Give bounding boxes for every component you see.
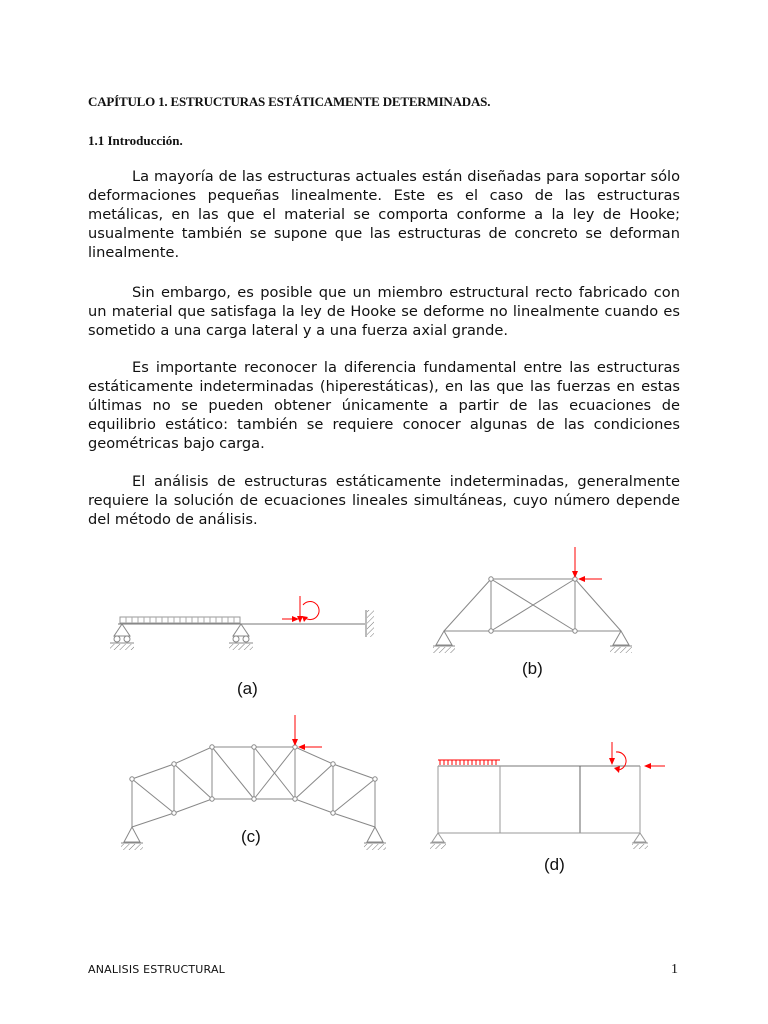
- chapter-title: CAPÍTULO 1. ESTRUCTURAS ESTÁTICAMENTE DETERMINADAS.: [88, 94, 491, 109]
- figure-a-loads: [282, 596, 319, 623]
- figure-c-label: (c): [241, 827, 261, 846]
- figure-d-label: (d): [544, 855, 565, 874]
- footer-title: ANALISIS ESTRUCTURAL: [88, 963, 226, 976]
- structural-figures: [0, 530, 768, 890]
- figure-a-beam: [110, 610, 374, 650]
- figure-d-loads: [609, 742, 665, 773]
- figure-d-distributed-load: [438, 760, 500, 765]
- paragraph-2: Sin embargo, es posible que un miembro estructural recto fabricado con un material que satisfaga la ley de Hooke se deforme no linealmente cuando es sometido a una carga lateral y a una fuerza axial grande.: [88, 284, 680, 339]
- figure-d-frame: [430, 766, 648, 849]
- section-title: 1.1 Introducción.: [88, 133, 183, 148]
- paragraph-3: Es importante reconocer la diferencia fundamental entre las estructuras estáticamente indeterminadas (hiperestáticas), en las que las fuerzas en estas últimas no se pueden obtener únicamente a partir de las ecuaciones de equilibrio estático: también se requiere conocer algunas de las condiciones geométricas bajo carga.: [88, 359, 680, 452]
- paragraph-4: El análisis de estructuras estáticamente indeterminadas, generalmente requiere la solución de ecuaciones lineales simultáneas, cuyo número depende del método de análisis.: [88, 473, 680, 528]
- page-number: 1: [671, 962, 678, 977]
- paragraph-1: La mayoría de las estructuras actuales están diseñadas para soportar sólo deformaciones pequeñas linealmente. Este es el caso de las estructuras metálicas, en las que el material se comporta conforme a la ley de Hooke; usualmente también se supone que las estructuras de concreto se deforman linealmente.: [88, 168, 680, 261]
- figure-b-loads: [572, 547, 602, 582]
- figure-c-loads: [292, 715, 322, 750]
- figure-b-truss: [433, 577, 632, 653]
- figure-a-label: (a): [237, 679, 258, 698]
- figure-b-label: (b): [522, 659, 543, 678]
